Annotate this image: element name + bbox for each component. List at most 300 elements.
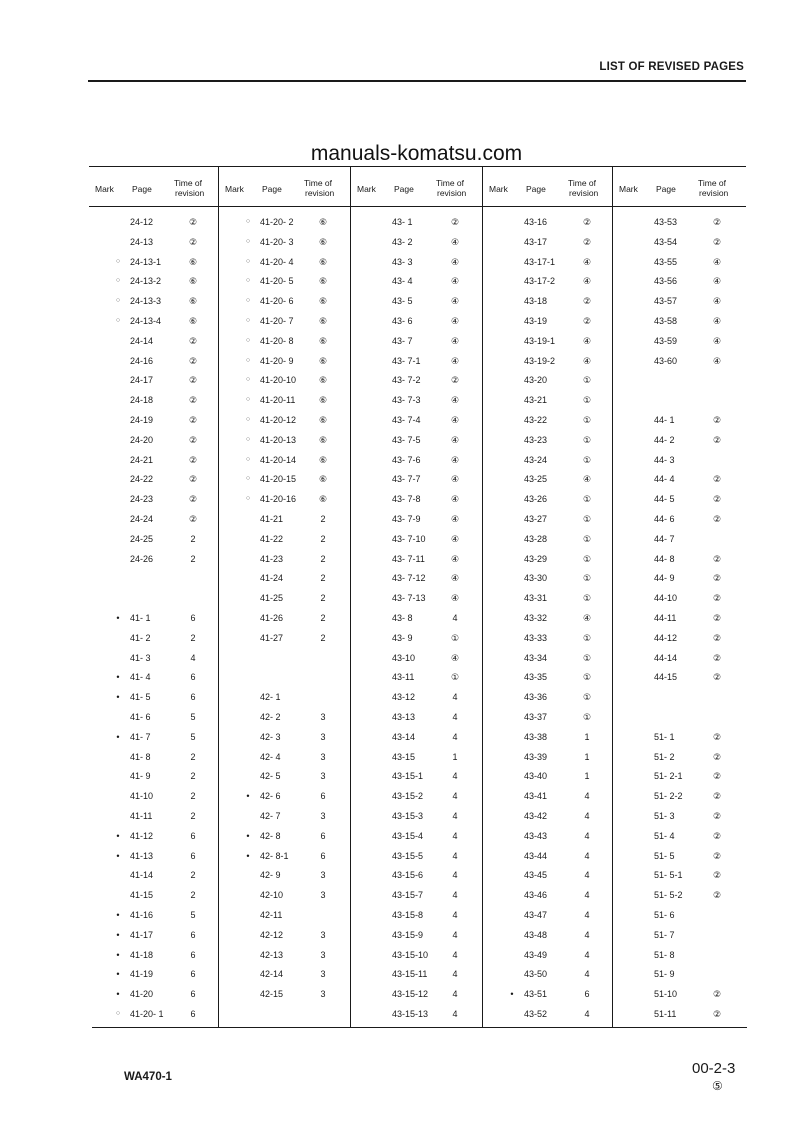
row-page: 51- 5 [654, 850, 675, 861]
table-row [354, 868, 480, 882]
row-revision: 2 [320, 573, 326, 584]
table-row [92, 512, 218, 526]
row-page: 43-42 [524, 811, 548, 821]
table-row [354, 710, 480, 724]
row-page: 41-20-11 [260, 395, 296, 406]
row-revision: 4 [584, 969, 590, 980]
header-revision-line1: Time of [568, 178, 597, 188]
table-row [354, 651, 480, 665]
table-row [92, 373, 218, 387]
row-mark: ○ [245, 336, 251, 344]
row-mark: ○ [245, 396, 251, 404]
table-row [222, 552, 348, 566]
table-row [354, 472, 480, 486]
table-row [616, 294, 742, 308]
row-page: 43-15-10 [392, 949, 429, 960]
table-row [616, 829, 742, 843]
table-row [486, 631, 612, 645]
row-revision: ④ [450, 573, 460, 584]
row-revision: 3 [320, 929, 326, 940]
table-row [616, 492, 742, 506]
row-revision: ② [188, 335, 198, 346]
header-revision-line2: revision [175, 188, 205, 198]
row-page: 43-17-2 [524, 276, 556, 287]
row-revision: 4 [452, 712, 458, 722]
table-row [354, 255, 480, 269]
row-page: 41-25 [260, 593, 284, 604]
row-revision: 6 [190, 949, 196, 960]
row-revision: ① [582, 494, 592, 505]
table-row [616, 809, 742, 823]
row-page: 24-13-1 [130, 256, 162, 267]
table-row [354, 670, 480, 684]
row-revision: 2 [190, 870, 196, 881]
row-revision: ② [188, 395, 198, 406]
row-revision: ⑥ [318, 395, 328, 406]
row-revision: ⑥ [318, 355, 328, 366]
row-revision: 4 [584, 1009, 590, 1019]
table-row [354, 750, 480, 764]
table-row [354, 1007, 480, 1021]
row-page: 43-45 [524, 870, 548, 881]
row-revision: 4 [584, 870, 590, 881]
row-revision: ④ [712, 256, 722, 267]
row-revision: ④ [450, 256, 460, 267]
table-row [486, 769, 612, 783]
table-row [92, 334, 218, 348]
row-page: 43-16 [524, 217, 548, 227]
row-revision: ② [188, 454, 198, 465]
row-page: 42- 1 [260, 692, 281, 703]
row-page: 42- 4 [260, 751, 281, 762]
table-row [222, 908, 348, 922]
row-revision: 4 [584, 910, 590, 920]
row-page: 43- 7-13 [392, 593, 426, 604]
row-revision: 4 [452, 890, 458, 901]
row-revision: ② [712, 890, 722, 901]
row-page: 41-17 [130, 929, 154, 940]
table-row [486, 849, 612, 863]
table-row [354, 769, 480, 783]
row-revision: ⑥ [318, 236, 328, 247]
row-page: 43-15-2 [392, 791, 424, 802]
header-revision-line1: Time of [436, 178, 465, 188]
row-mark: ○ [245, 257, 251, 265]
row-revision: ④ [582, 276, 592, 287]
row-revision: 6 [320, 850, 326, 861]
row-page: 24-26 [130, 553, 154, 564]
row-page: 43-17 [524, 236, 548, 247]
row-revision: ② [188, 494, 198, 505]
table-row [222, 710, 348, 724]
row-page: 41-12 [130, 830, 154, 841]
row-page: 43-21 [524, 395, 548, 406]
row-revision: ④ [450, 316, 460, 326]
table-header-rule [89, 206, 746, 207]
row-page: 43- 8 [392, 613, 413, 623]
table-row [616, 888, 742, 902]
table-row [486, 591, 612, 605]
column-divider-3 [482, 166, 483, 1028]
row-revision: 4 [584, 929, 590, 940]
row-page: 43- 7-6 [392, 454, 421, 465]
row-revision: 4 [584, 850, 590, 861]
row-revision: 2 [320, 514, 326, 524]
row-revision: ⑥ [318, 217, 328, 227]
column-header-group-3 [354, 172, 482, 206]
row-page: 43- 1 [392, 217, 413, 227]
row-page: 51- 8 [654, 949, 675, 960]
row-page: 43- 7-4 [392, 415, 421, 425]
table-row [486, 314, 612, 328]
table-row [222, 967, 348, 981]
row-page: 41-20- 7 [260, 316, 294, 326]
table-row [92, 670, 218, 684]
row-page: 43-23 [524, 434, 548, 445]
row-page: 41- 9 [130, 771, 151, 782]
row-revision: 6 [190, 613, 196, 623]
row-page: 41-20-16 [260, 494, 297, 505]
row-page: 51- 2-1 [654, 771, 683, 782]
table-row [486, 492, 612, 506]
row-revision: ② [582, 296, 592, 307]
row-page: 42- 6 [260, 791, 281, 802]
row-revision: ① [450, 632, 460, 643]
row-page: 41-20-12 [260, 415, 297, 425]
table-row [354, 829, 480, 843]
table-row [92, 888, 218, 902]
table-row [222, 769, 348, 783]
table-row [222, 829, 348, 843]
row-revision: ④ [450, 296, 460, 307]
row-page: 43- 7-3 [392, 395, 421, 406]
row-revision: ① [582, 533, 592, 544]
row-revision: ④ [450, 415, 460, 425]
row-revision: 4 [584, 791, 590, 802]
row-page: 43-12 [392, 692, 416, 703]
row-page: 42- 2 [260, 712, 281, 722]
row-page: 43-46 [524, 890, 548, 901]
table-row [92, 532, 218, 546]
row-page: 43-44 [524, 850, 548, 861]
row-revision: ① [582, 593, 592, 604]
row-revision: ② [582, 316, 592, 326]
row-page: 43-52 [524, 1009, 548, 1019]
table-row [222, 373, 348, 387]
row-page: 41- 3 [130, 652, 151, 663]
table-row [92, 611, 218, 625]
header-revision-line1: Time of [174, 178, 203, 188]
row-revision: 2 [190, 890, 196, 901]
row-revision: ② [188, 217, 198, 227]
row-page: 43-24 [524, 454, 548, 465]
row-page: 42- 8-1 [260, 850, 289, 861]
row-mark: ○ [245, 317, 251, 324]
row-revision: ① [582, 573, 592, 584]
table-row [222, 690, 348, 704]
table-row [222, 809, 348, 823]
header-mark: Mark [489, 184, 508, 194]
header-page: Page [262, 184, 282, 194]
row-page: 43-26 [524, 494, 548, 505]
table-row [354, 809, 480, 823]
header-page: Page [132, 184, 152, 194]
row-page: 44- 2 [654, 434, 675, 445]
row-page: 43-35 [524, 672, 548, 683]
row-revision: 4 [452, 989, 458, 1000]
table-row [616, 928, 742, 942]
row-revision: ① [582, 692, 592, 703]
table-row [486, 651, 612, 665]
row-revision: 4 [452, 1009, 458, 1019]
row-page: 43-39 [524, 751, 548, 762]
row-revision: 6 [190, 989, 196, 1000]
row-revision: ④ [450, 474, 460, 485]
row-page: 41-16 [130, 910, 154, 920]
row-revision: ① [582, 712, 592, 722]
table-row [486, 730, 612, 744]
row-revision: ④ [450, 553, 460, 564]
row-page: 43-47 [524, 910, 548, 920]
row-revision: ④ [582, 355, 592, 366]
table-row [616, 908, 742, 922]
row-page: 44-11 [654, 613, 677, 623]
row-page: 51- 2-2 [654, 791, 683, 802]
row-revision: ① [582, 375, 592, 386]
row-page: 43-33 [524, 632, 548, 643]
row-page: 51-10 [654, 989, 678, 1000]
table-row [222, 354, 348, 368]
row-revision: ④ [582, 613, 592, 623]
table-row [354, 532, 480, 546]
table-row [354, 453, 480, 467]
row-revision: 4 [452, 929, 458, 940]
table-row [616, 235, 742, 249]
table-row [354, 789, 480, 803]
row-revision: 4 [452, 910, 458, 920]
row-page: 43-49 [524, 949, 548, 960]
row-page: 41-20- 3 [260, 236, 294, 247]
row-page: 41-20- 9 [260, 355, 294, 366]
row-revision: 2 [320, 533, 326, 544]
row-revision: ④ [582, 256, 592, 267]
row-revision: 6 [190, 830, 196, 841]
row-page: 43-18 [524, 296, 548, 307]
table-row [354, 393, 480, 407]
row-page: 43- 7-11 [392, 553, 425, 564]
row-revision: ④ [712, 316, 722, 326]
row-page: 24-22 [130, 474, 154, 485]
table-row [354, 928, 480, 942]
row-page: 42-11 [260, 910, 283, 920]
row-revision: ② [712, 830, 722, 841]
table-row [354, 512, 480, 526]
table-row [92, 849, 218, 863]
table-row [92, 294, 218, 308]
row-revision: ④ [450, 494, 460, 505]
row-revision: ② [712, 593, 722, 604]
row-revision: ④ [450, 454, 460, 465]
row-mark: • [116, 830, 120, 841]
row-page: 41-18 [130, 949, 154, 960]
row-page: 51- 1 [654, 731, 675, 742]
table-row [354, 908, 480, 922]
row-revision: 4 [584, 830, 590, 841]
table-row [616, 611, 742, 625]
row-page: 43- 3 [392, 256, 413, 267]
row-page: 44- 5 [654, 494, 675, 505]
row-page: 43-15-11 [392, 969, 428, 980]
table-row [222, 334, 348, 348]
row-page: 41-20-15 [260, 474, 297, 485]
table-row [616, 651, 742, 665]
row-revision: 2 [190, 751, 196, 762]
table-row [616, 987, 742, 1001]
table-row [92, 868, 218, 882]
table-row [354, 215, 480, 229]
table-row [486, 670, 612, 684]
row-revision: 2 [320, 553, 326, 564]
footer-revision-mark: ⑤ [712, 1079, 723, 1093]
row-mark: • [116, 613, 120, 623]
row-page: 41-27 [260, 632, 284, 643]
row-page: 43-14 [392, 731, 416, 742]
row-revision: 4 [452, 692, 458, 703]
row-mark: ○ [245, 237, 251, 245]
table-row [486, 571, 612, 585]
row-revision: 4 [452, 811, 458, 821]
row-revision: ④ [450, 335, 460, 346]
row-revision: ② [712, 989, 722, 1000]
row-revision: ① [582, 632, 592, 643]
table-row [486, 967, 612, 981]
row-revision: ⑥ [188, 256, 198, 267]
table-row [616, 453, 742, 467]
table-row [222, 472, 348, 486]
table-row [222, 750, 348, 764]
column-divider-4 [612, 166, 613, 1028]
row-revision: ② [712, 494, 722, 505]
table-row [222, 948, 348, 962]
table-row [222, 789, 348, 803]
row-revision: 3 [320, 771, 326, 782]
row-page: 42- 8 [260, 830, 281, 841]
row-page: 24-13-2 [130, 276, 162, 287]
row-revision: 4 [452, 850, 458, 861]
row-page: 43-56 [654, 276, 678, 287]
row-revision: ① [582, 553, 592, 564]
table-row [92, 690, 218, 704]
row-mark: ○ [245, 218, 251, 225]
row-revision: 2 [320, 593, 326, 604]
row-page: 43-48 [524, 929, 548, 940]
row-revision: ② [450, 217, 460, 227]
row-page: 43-13 [392, 712, 416, 722]
row-revision: 6 [320, 830, 326, 841]
table-row [222, 314, 348, 328]
table-row [486, 373, 612, 387]
row-revision: 6 [190, 969, 196, 980]
table-row [92, 789, 218, 803]
table-row [616, 354, 742, 368]
row-revision: ④ [582, 335, 592, 346]
row-page: 43-11 [392, 672, 415, 683]
row-mark: ○ [245, 356, 251, 364]
row-page: 44- 3 [654, 454, 675, 465]
row-revision: ① [582, 454, 592, 465]
row-revision: 4 [584, 890, 590, 901]
table-row [92, 750, 218, 764]
row-revision: ⑥ [318, 474, 328, 485]
row-revision: 1 [584, 731, 590, 742]
row-mark: • [116, 929, 120, 940]
row-revision: 4 [452, 791, 458, 802]
row-page: 41- 4 [130, 672, 151, 683]
table-row [616, 730, 742, 744]
table-row [486, 433, 612, 447]
watermark-text: manuals-komatsu.com [310, 142, 523, 165]
row-page: 44-15 [654, 672, 678, 683]
table-row [616, 868, 742, 882]
row-page: 51- 5-2 [654, 890, 683, 901]
table-row [354, 967, 480, 981]
row-page: 41-14 [130, 870, 154, 881]
table-row [222, 611, 348, 625]
row-page: 41-24 [260, 573, 284, 584]
table-row [92, 413, 218, 427]
row-revision: 3 [320, 751, 326, 762]
table-row [222, 532, 348, 546]
table-row [92, 492, 218, 506]
row-page: 51- 3 [654, 811, 675, 821]
table-row [486, 868, 612, 882]
table-row [486, 532, 612, 546]
table-row [616, 750, 742, 764]
row-page: 43-15-8 [392, 910, 424, 920]
row-revision: 4 [452, 949, 458, 960]
table-row [486, 948, 612, 962]
row-revision: 5 [190, 712, 196, 722]
table-row [222, 987, 348, 1001]
row-revision: 3 [320, 712, 326, 722]
table-row [486, 809, 612, 823]
row-page: 41- 2 [130, 632, 151, 643]
row-mark: ○ [115, 257, 121, 265]
row-mark: ○ [245, 297, 251, 305]
row-mark: • [246, 791, 250, 802]
row-page: 43-27 [524, 514, 548, 524]
row-revision: 4 [452, 830, 458, 841]
footer-model: WA470-1 [124, 1071, 172, 1083]
row-revision: 3 [320, 811, 326, 821]
row-revision: ⑥ [318, 434, 328, 445]
row-page: 41- 8 [130, 751, 151, 762]
row-page: 24-20 [130, 434, 154, 445]
row-page: 41-20- 2 [260, 217, 294, 227]
row-page: 44-10 [654, 593, 678, 604]
table-row [222, 255, 348, 269]
row-revision: 3 [320, 731, 326, 742]
header-mark: Mark [619, 184, 638, 194]
row-page: 43-15-3 [392, 811, 424, 821]
table-row [354, 354, 480, 368]
table-row [486, 611, 612, 625]
table-row [222, 928, 348, 942]
row-mark: ○ [245, 277, 251, 285]
row-revision: 5 [190, 731, 196, 742]
row-page: 44-14 [654, 652, 678, 663]
row-mark: • [116, 672, 120, 683]
